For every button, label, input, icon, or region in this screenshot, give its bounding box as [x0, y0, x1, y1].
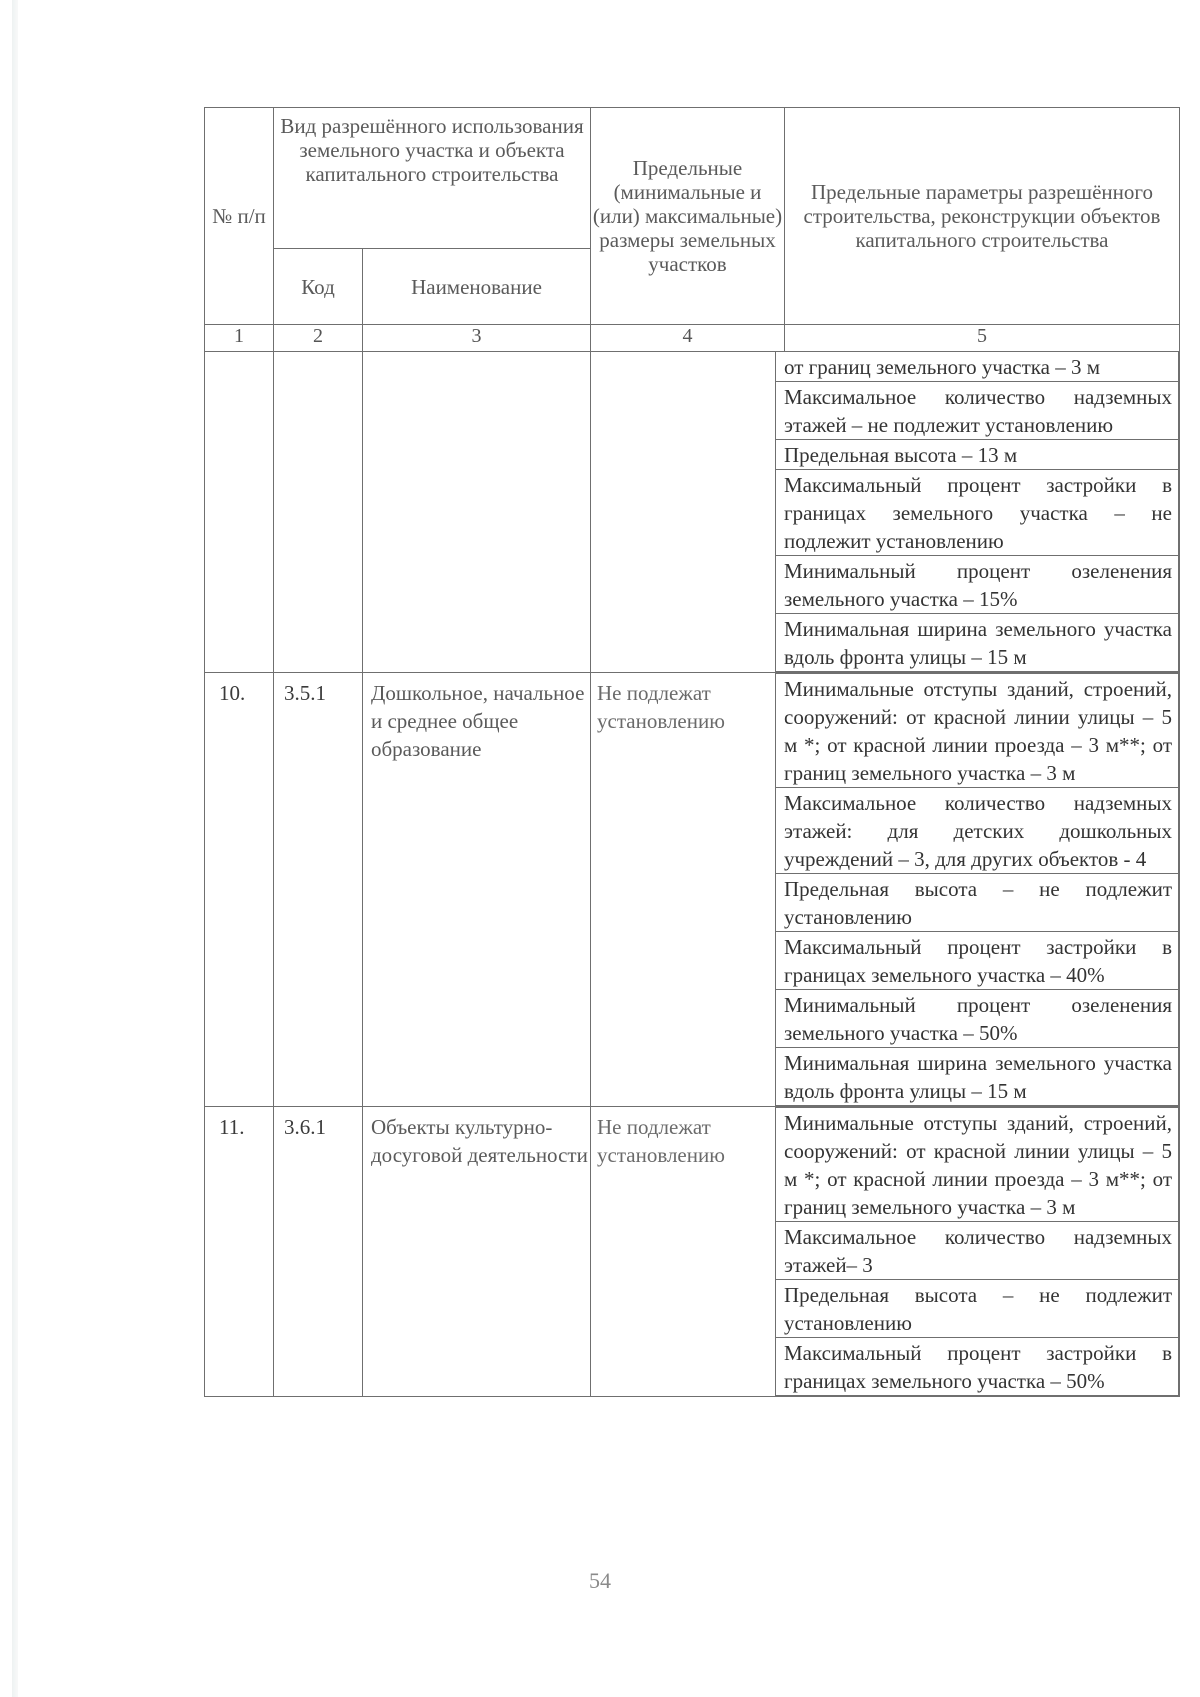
- param-item: Минимальная ширина земельного участка вдоль фронта улицы – 15 м: [775, 614, 1179, 672]
- row-name: Дошкольное, начальное и среднее общее образование: [363, 673, 591, 1107]
- header-naim: Наименование: [363, 249, 591, 325]
- table-row: [205, 673, 1180, 1107]
- param-item: Максимальный процент застройки в границах земельного участка – 50%: [775, 1338, 1179, 1396]
- row-params: [785, 1107, 1180, 1397]
- table-row: [205, 352, 1180, 673]
- param-item: Максимальное количество надземных этажей – не подлежит установлению: [775, 382, 1179, 440]
- row-params: [785, 673, 1180, 1107]
- header-params: Предельные параметры разрешённого строительства, реконструкции объектов капитального строительства: [785, 108, 1180, 325]
- param-item: от границ земельного участка – 3 м: [775, 351, 1179, 382]
- header-num: № п/п: [205, 108, 274, 325]
- col-number: 3: [363, 325, 591, 352]
- row-code: 3.6.1: [274, 1107, 363, 1397]
- row-name: [363, 352, 591, 673]
- row-name: Объекты культурно-досуговой деятельности: [363, 1107, 591, 1397]
- header-razm: Предельные (минимальные и (или) максимальные) размеры земельных участков: [591, 108, 785, 325]
- row-size: Не подлежат установлению: [591, 1107, 785, 1397]
- col-number: 4: [591, 325, 785, 352]
- param-item: Минимальные отступы зданий, строений, сооружений: от красной линии улицы – 5 м *; от красной линии проезда – 3 м**; от границ земельного участка – 3 м: [775, 1107, 1179, 1222]
- param-item: Предельная высота – 13 м: [775, 440, 1179, 470]
- param-item: Минимальная ширина земельного участка вдоль фронта улицы – 15 м: [775, 1048, 1179, 1106]
- regulations-table: [204, 107, 1180, 1397]
- param-item: Максимальное количество надземных этажей: для детских дошкольных учреждений – 3, для других объектов - 4: [775, 788, 1179, 874]
- param-item: Максимальный процент застройки в границах земельного участка – 40%: [775, 932, 1179, 990]
- col-number: 2: [274, 325, 363, 352]
- param-item: Предельная высота – не подлежит установлению: [775, 874, 1179, 932]
- scan-edge: [12, 0, 18, 1697]
- row-num: 11.: [205, 1107, 274, 1397]
- row-size: [591, 352, 785, 673]
- row-params: [785, 352, 1180, 673]
- param-item: Предельная высота – не подлежит установлению: [775, 1280, 1179, 1338]
- row-size: Не подлежат установлению: [591, 673, 785, 1107]
- param-item: Максимальное количество надземных этажей– 3: [775, 1222, 1179, 1280]
- header-vid: Вид разрешённого использования земельного участка и объекта капитального строительства: [274, 108, 591, 249]
- param-item: Максимальный процент застройки в границах земельного участка – не подлежит установлению: [775, 470, 1179, 556]
- row-code: 3.5.1: [274, 673, 363, 1107]
- col-number: 1: [205, 325, 274, 352]
- row-num: 10.: [205, 673, 274, 1107]
- col-number: 5: [785, 325, 1180, 352]
- column-number-row: [205, 325, 1180, 352]
- table-row: [205, 1107, 1180, 1397]
- page-number: 54: [589, 1568, 611, 1593]
- param-item: Минимальный процент озеленения земельного участка – 15%: [775, 556, 1179, 614]
- param-item: Минимальные отступы зданий, строений, сооружений: от красной линии улицы – 5 м *; от красной линии проезда – 3 м**; от границ земельного участка – 3 м: [775, 673, 1179, 788]
- param-item: Минимальный процент озеленения земельного участка – 50%: [775, 990, 1179, 1048]
- header-kod: Код: [274, 249, 363, 325]
- row-num: [205, 352, 274, 673]
- row-code: [274, 352, 363, 673]
- header-row-1: [205, 108, 1180, 249]
